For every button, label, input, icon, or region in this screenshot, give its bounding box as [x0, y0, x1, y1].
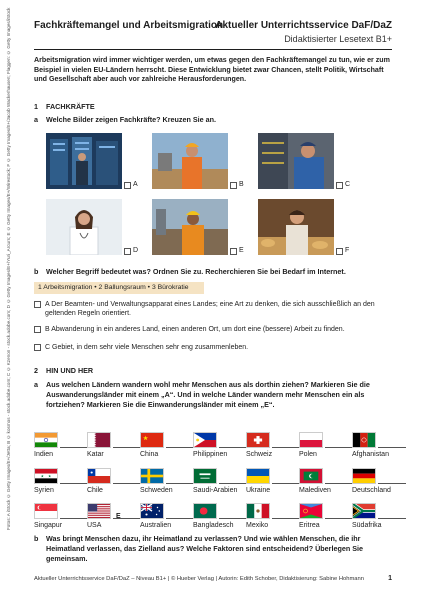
example-mark-e: E	[116, 513, 121, 520]
country-label-sweden: Schweden	[140, 487, 173, 494]
section-1-task-b: b Welcher Begriff bedeutet was? Ordnen Sie zu. Recherchieren Sie bei Bedarf im Internet.	[34, 267, 346, 276]
definition-c: C Gebiet, in dem sehr viele Menschen sehr eng zusammenleben.	[34, 343, 394, 352]
checkbox-photo-a[interactable]	[124, 182, 131, 189]
flag-sweden-icon	[140, 468, 164, 484]
answer-line-germany[interactable]	[378, 483, 406, 484]
answer-line-switzerland[interactable]	[272, 447, 300, 448]
flag-qatar-icon	[87, 432, 111, 448]
flag-south-africa-icon	[352, 503, 376, 519]
flag-ukraine-icon	[246, 468, 270, 484]
country-label-bangladesh: Bangladesch	[193, 522, 234, 529]
photo-doctor	[46, 199, 122, 255]
service-name: Aktueller Unterrichtsservice DaF/DaZ	[215, 20, 392, 31]
header-service	[215, 20, 392, 44]
photo-label-c: C	[345, 181, 351, 188]
definition-a: A Der Beamten- und Verwaltungsapparat eines Landes; eine Art zu denken, die sich ausschließlich an den geltenden Regeln orientiert.	[34, 300, 394, 319]
header-divider	[34, 49, 392, 50]
section-1-heading: 1 FACHKRÄFTE	[34, 102, 95, 111]
country-label-chile: Chile	[87, 487, 103, 494]
flag-poland-icon	[299, 432, 323, 448]
country-label-afghanistan: Afghanistan	[352, 451, 389, 458]
answer-line-mexico[interactable]	[272, 518, 300, 519]
photo-label-e: E	[239, 247, 244, 254]
definition-a-answer-box[interactable]	[34, 301, 41, 308]
country-label-china: China	[140, 451, 159, 458]
answer-line-china[interactable]	[166, 447, 194, 448]
photo-label-f: F	[345, 247, 350, 254]
flag-germany-icon	[352, 468, 376, 484]
answer-line-afghanistan[interactable]	[378, 447, 406, 448]
answer-line-south-africa[interactable]	[378, 518, 406, 519]
section-1-task-a: a Welche Bilder zeigen Fachkräfte? Kreuzen Sie an.	[34, 115, 217, 124]
flag-usa-icon	[87, 503, 111, 519]
flag-philippines-icon	[193, 432, 217, 448]
photo-electrician	[258, 133, 334, 189]
country-label-australia: Australien	[140, 522, 172, 529]
answer-line-india[interactable]	[60, 447, 88, 448]
section-2-heading: 2 HIN UND HER	[34, 366, 94, 375]
flag-afghanistan-icon	[352, 432, 376, 448]
country-label-maldives: Malediven	[299, 487, 331, 494]
country-label-syria: Syrien	[34, 487, 54, 494]
page-footer: Aktueller Unterrichtsservice DaF/DaZ – Niveau B1+ | © Hueber Verlag | Autorin: Edith Schober, Didaktisierung: Sabine Hohmann	[34, 576, 364, 582]
country-label-singapore: Singapur	[34, 522, 63, 529]
answer-line-ukraine[interactable]	[272, 483, 300, 484]
document-title: Fachkräftemangel und Arbeitsmigration	[34, 20, 224, 31]
photo-label-d: D	[133, 247, 139, 254]
photo-construction-worker	[152, 133, 228, 189]
answer-line-sweden[interactable]	[166, 483, 194, 484]
flag-switzerland-icon	[246, 432, 270, 448]
photo-credits-text: Fotos: A iStock © Getty Images/E+/Jetta; B © kosmos - stock.adobe.com; C © Kzenon - stock.adobe.com; D © Getty Images/E+/Yuri_Arcurs; E © Getty Images/E+/Wirestock; F © Getty Images/E+/Jacob Wackerhausen; Flaggen: © Getty Images/iStock	[6, 7, 11, 530]
answer-line-singapore[interactable]	[60, 518, 88, 519]
country-label-saudi-arabia: Saudi-Arabien	[193, 487, 238, 494]
photo-label-a: A	[133, 181, 138, 188]
country-label-eritrea: Eritrea	[299, 522, 320, 529]
checkbox-photo-f[interactable]	[336, 248, 343, 255]
checkbox-photo-d[interactable]	[124, 248, 131, 255]
flag-bangladesh-icon	[193, 503, 217, 519]
answer-line-poland[interactable]	[325, 447, 353, 448]
flag-chile-icon	[87, 468, 111, 484]
country-label-ukraine: Ukraine	[246, 487, 271, 494]
flag-eritrea-icon	[299, 503, 323, 519]
photo-server-room	[46, 133, 122, 189]
answer-line-philippines[interactable]	[219, 447, 247, 448]
country-label-germany: Deutschland	[352, 487, 391, 494]
flag-saudi-arabia-icon	[193, 468, 217, 484]
definition-b: B Abwanderung in ein anderes Land, einen anderen Ort, um dort eine (bessere) Arbeit zu finden.	[34, 325, 394, 334]
answer-line-maldives[interactable]	[325, 483, 353, 484]
definition-c-answer-box[interactable]	[34, 344, 41, 351]
country-label-south-africa: Südafrika	[352, 522, 382, 529]
answer-line-qatar[interactable]	[113, 447, 141, 448]
photo-credits	[6, 7, 18, 530]
service-subtitle: Didaktisierter Lesetext B1+	[284, 34, 392, 44]
definition-b-answer-box[interactable]	[34, 326, 41, 333]
flag-singapore-icon	[34, 503, 58, 519]
answer-line-chile[interactable]	[113, 483, 141, 484]
country-label-philippines: Philippinen	[193, 451, 228, 458]
flag-china-icon	[140, 432, 164, 448]
section-2-task-b: b Was bringt Menschen dazu, ihr Heimatland zu verlassen? Und wie wählen Menschen, die ihr Heimatland verlassen, das Zielland aus? Welche Faktoren sind entscheidend? Überlegen Sie gemeinsam.	[34, 534, 364, 563]
checkbox-photo-e[interactable]	[230, 248, 237, 255]
checkbox-photo-b[interactable]	[230, 182, 237, 189]
intro-text: Arbeitsmigration wird immer wichtiger werden, um etwas gegen den Fachkräftemangel zu tun, wie er zum Beispiel in vielen EU-Ländern herrscht. Diese Entwicklung bietet zwar Chancen, stellt Politik, Wirtschaft und Gesellschaft aber auch vor zahlreiche Herausforderungen.	[34, 56, 390, 84]
country-label-poland: Polen	[299, 451, 317, 458]
answer-line-australia[interactable]	[166, 518, 194, 519]
section-2-task-a: a Aus welchen Ländern wandern wohl mehr Menschen aus als dorthin ziehen? Markieren Sie die Auswanderungsländer mit einem „A“. Und in welche Länder wandern mehr Menschen ein als fortziehen? Markieren Sie die Einwanderungsländer mit einem „E“.	[34, 380, 370, 409]
photo-baker	[258, 199, 334, 255]
country-label-switzerland: Schweiz	[246, 451, 273, 458]
flag-india-icon	[34, 432, 58, 448]
answer-line-bangladesh[interactable]	[219, 518, 247, 519]
answer-line-eritrea[interactable]	[325, 518, 353, 519]
flag-syria-icon	[34, 468, 58, 484]
flag-mexico-icon	[246, 503, 270, 519]
checkbox-photo-c[interactable]	[336, 182, 343, 189]
country-label-usa: USA	[87, 522, 102, 529]
country-label-india: Indien	[34, 451, 54, 458]
photo-label-b: B	[239, 181, 244, 188]
answer-line-syria[interactable]	[60, 483, 88, 484]
photo-site-worker	[152, 199, 228, 255]
answer-line-saudi-arabia[interactable]	[219, 483, 247, 484]
flag-australia-icon	[140, 503, 164, 519]
country-label-mexico: Mexiko	[246, 522, 269, 529]
term-list: 1 Arbeitsmigration • 2 Ballungsraum • 3 Bürokratie	[34, 282, 204, 294]
page-number: 1	[388, 575, 392, 582]
flag-maldives-icon	[299, 468, 323, 484]
country-label-qatar: Katar	[87, 451, 104, 458]
